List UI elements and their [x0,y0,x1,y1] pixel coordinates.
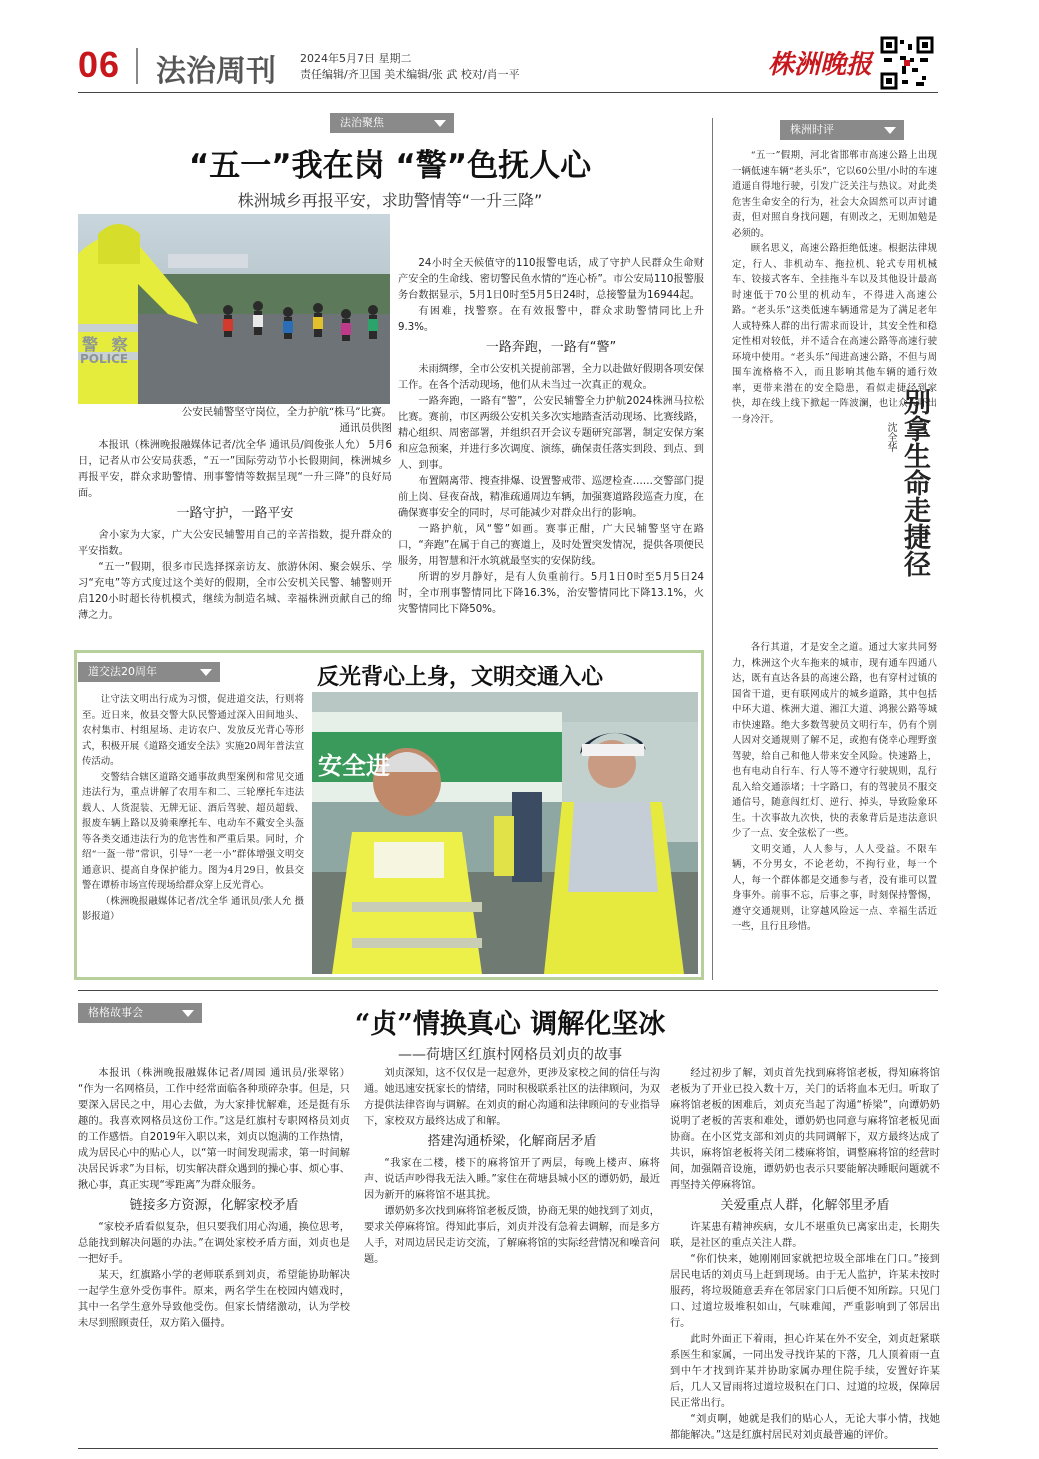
marathon-photo [78,214,390,404]
paragraph: “家校矛盾看似复杂，但只要我们用心沟通，换位思考，总能找到解决问题的办法。”在调处家校矛盾方面，刘贞也是一把好手。 [78,1222,350,1265]
section-rule [78,990,938,991]
paragraph: 布置隔离带、搜查排爆、设置警戒带、巡逻检查……交警部门提前上岗、昼夜奋战，精准疏通周边车辆，加强赛道路段巡查力度，在确保赛事安全的同时，尽可能减少对群众出行的影响。 [398,476,704,519]
commentary-body-lower [732,640,937,935]
chevron-down-icon [434,120,446,127]
paragraph: （株洲晚报融媒体记者/沈全华 通讯员/张人允 摄影报道） [82,895,304,922]
article1-col1 [78,438,392,624]
subheadline: 株洲城乡再报平安，求助警情等“一升三降” [237,191,543,210]
paragraph: 本报讯（株洲晚报融媒体记者/周园 通讯员/张翠铭） “作为一名网格员，工作中经常面临各种琐碎杂事。但是，只要深入居民之中，用心去做，为大家排忧解难，还是挺有乐趣的。我喜欢网格员这份工作。”这是红旗村专职网格员刘贞的工作感悟。自2019年入职以来，刘贞以饱满的工作热情，成为居民心中的贴心人，以“第一时间发现需求，第一时间解决居民诉求”为目标，切实解决群众遇到的操心事、烦心事、揪心事，真正实现“零距离”为群众服务。 [78,1068,350,1191]
paragraph: 一路护航，风“警”如画。赛事正酣，广大民辅警坚守在路口，“奔跑”在属于自己的赛道上，及时处置突发情况，提供各项便民服务，用智慧和汗水筑就最坚实的安保防线。 [398,524,704,567]
subheading: 链接多方资源，化解家校矛盾 [129,1198,299,1213]
qr-code-icon [880,36,934,90]
paragraph: 让守法文明出行成为习惯，促进道交法，行则将至。近日来，攸县交警大队民警通过深入田间地头、农村集市、村组屋场、走访农户、发放反光背心等形式，积极开展《道路交通安全法》实施20周年普法宣传活动。 [82,694,304,767]
article2-body [82,692,304,925]
editors-line: 责任编辑/齐卫国 美术编辑/张 武 校对/肖一平 [300,68,520,81]
subheading: 一路奔跑，一路有“警” [485,340,617,355]
paragraph: 一路奔跑，一路有“警”，公安民辅警全力护航2024株洲马拉松比赛。赛前，市区两级公安机关多次实地踏查活动现场、比赛线路，精心组织、周密部署，并组织召开会议专题研究部署，制定安保方案和应急预案，并进行多次调度、演练，确保责任落实到段、到点、到人、到事。 [398,396,704,471]
article3-col2 [364,1066,660,1268]
chevron-down-icon [884,127,896,134]
subheading: 一路守护，一路平安 [176,506,294,521]
section-title: 法治周刊 [156,54,276,89]
paragraph: “我家在二楼，楼下的麻将馆开了两层，每晚上楼声、麻将声、说话声吵得我无法入睡。”家住在荷塘县城小区的谭奶奶，最近因为新开的麻将馆不堪其扰。 [364,1158,660,1201]
commentary-title: 别拿生命走捷径 [899,388,930,577]
headline: “五一”我在岗 “警”色抚人心 [188,148,592,184]
paragraph: 24小时全天候值守的110报警电话，成了守护人民群众生命财产安全的生命线、密切警民鱼水情的“连心桥”。市公安局110报警服务台数据显示，5月1日0时至5月5日24时，总接警量为16944起。 [398,258,704,301]
article2-headline: 反光背心上身，文明交通入心 [316,664,603,690]
paragraph: 各行其道，才是安全之道。通过大家共同努力，株洲这个火车拖来的城市，现有通车四通八达，既有直达各县的高速公路，也有穿村过镇的国省干道，更有联网成片的城乡道路，其中包括中环大道、株洲大道、湘江大道、鸿猴公路等城市快速路。绝大多数驾驶员文明行车，仍有个别人因对交通规则了解不足，或抱有侥幸心理野蛮驾驶，给自己和他人带来安全风险。快速路上，也有电动自行车、行人等不遵守行驶规则，乱行乱入给交通添堵；十字路口，有的驾驶员不服交通信号，随意闯红灯、逆行、掉头，导致险象环生。十次事故九次快，快的表象背后是违法意识少了一点、安全弦松了一些。 [732,642,937,839]
vest-label-en: POLICE [80,352,129,366]
paragraph: 某天，红旗路小学的老师联系到刘贞，希望能协助解决一起学生意外受伤事件。原来，两名学生在校园内嬉戏时，其中一名学生意外导致他受伤。但家长情绪激动，认为学校未尽到照顾责任，双方陷入僵持。 [78,1270,350,1329]
banner-text: 安全进 [318,752,390,780]
tag-label: 法治聚焦 [340,116,384,129]
article3-col3 [670,1066,940,1444]
section-tag [780,120,904,140]
issue-date: 2024年5月7日 星期二 [300,52,412,65]
footer-rule [78,1448,938,1449]
paragraph: 交警结合辖区道路交通事故典型案例和常见交通违法行为，重点讲解了农用车和二、三轮摩托车违法载人、人货混装、无牌无证、酒后驾驶、超员超载、报废车辆上路以及骑乘摩托车、电动车不戴安全头盔等各类交通违法行为的危害性和严重后果。同时，介绍“一盔一带”常识，引导“一老一小”群体增强文明交通意识、提高自身保护能力。图为4月29日，攸县交警在谭桥市场宣传现场给群众穿上反光背心。 [82,771,304,891]
article1-col2 [398,256,704,618]
paragraph: 本报讯（株洲晚报融媒体记者/沈全华 通讯员/阎俊张人允） 5月6日，记者从市公安局获悉，“五一”国际劳动节小长假期间，株洲城乡再报平安，群众求助警情、刑事警情等数据呈现“一升三降”的良好局面。 [78,440,392,499]
paragraph: “五一”假期，很多市民选择探亲访友、旅游休闲、聚会娱乐、学习“充电”等方式度过这个美好的假期，全市公安机关民警、辅警则开启120小时超长待机模式，继续为制造名城、幸福株洲贡献自己的绵薄之力。 [78,562,392,621]
paragraph: “刘贞啊，她就是我们的贴心人，无论大事小情，找她都能解决。”这是红旗村居民对刘贞最普遍的评价。 [670,1414,940,1441]
photo-caption: 公安民辅警坚守岗位，全力护航“株马”比赛。 [181,406,392,418]
article3-col1 [78,1066,350,1332]
newspaper-logo: 株洲晚报 [768,50,873,80]
tag-label: 株洲时评 [790,123,834,136]
commentary-body [732,148,937,427]
paragraph: 经过初步了解，刘贞首先找到麻将馆老板，得知麻将馆老板为了开业已投入数十万，关门的话将血本无归。听取了麻将馆老板的困难后，刘贞充当起了沟通“桥梁”，向谭奶奶说明了老板的苦衷和难处，谭奶奶也同意与麻将馆老板见面协商。在小区党支部和刘贞的共同调解下，双方最终达成了共识，麻将馆老板将关闭二楼麻将馆，调整麻将馆的经营时间，加强隔音设施，谭奶奶也表示只要能解决睡眠问题就不再坚持关停麻将馆。 [670,1068,940,1191]
photo-credit: 通讯员供图 [339,422,392,434]
paragraph: 舍小家为大家，广大公安民辅警用自己的辛苦指数，提升群众的平安指数。 [78,530,392,557]
paragraph: 许某患有精神疾病，女儿不堪重负已离家出走，长期失联，是社区的重点关注人群。 [670,1222,940,1249]
column-divider [712,118,713,980]
paragraph: 此时外面正下着雨，担心许某在外不安全，刘贞赶紧联系医生和家属，一同出发寻找许某的下落，几人顶着雨一直到中午才找到许某并协助家属办理住院手续，安置好许某后，几人又冒雨将过道垃圾积在门口、过道的垃圾，保障居民正常出行。 [670,1334,940,1409]
chevron-down-icon [182,1010,194,1017]
section-tag [330,113,454,133]
subheading: 搭建沟通桥梁，化解商居矛盾 [427,1134,597,1149]
section-tag [78,1003,202,1023]
tag-label: 格格故事会 [88,1006,143,1019]
paragraph: 谭奶奶多次找到麻将馆老板反馈，协商无果的她找到了刘贞，要求关停麻将馆。得知此事后，刘贞并没有急着去调解，而是多方人手，对周边居民走访交流，了解麻将馆的实际经营情况和噪音问题。 [364,1206,660,1265]
paragraph: 所谓的岁月静好，是有人负重前行。5月1日0时至5月5日24时，全市刑事警情同比下降16.3%，治安警情同比下降13.1%，火灾警情同比下降50%。 [398,572,704,615]
chevron-down-icon [200,669,212,676]
commentary-author: 沈全华 [885,422,896,452]
section-tag [78,662,220,682]
subheading: 关爱重点人群，化解邻里矛盾 [720,1198,890,1213]
header-divider [136,48,138,84]
paragraph: 未雨绸缪，全市公安机关提前部署，全力以赴做好假期各项安保工作。在各个活动现场，他们从未当过一次真正的观众。 [398,364,704,391]
page-number: 06 [78,44,121,85]
vest-event-photo [312,692,698,974]
article3-headline: “贞”情换真心 调解化坚冰 [354,1009,666,1040]
paragraph: “五一”假期，河北省邯郸市高速公路上出现一辆低速车辆“老头乐”，它以60公里/小时的车速逍遥自得地行驶，引发广泛关注与热议。对此类危害生命安全的行为，社会大众固然可以声讨谴责，但对照自身找问题，有则改之，无则加勉是必须的。 [732,150,937,239]
paragraph: 文明交通，人人参与，人人受益。不限车辆，不分男女，不论老幼，不拘行业，每一个人，每一个群体都是交通参与者，没有谁可以置身事外。前事不忘，后事之事，时刻保持警惕，遵守交通规则，让穿越风险远一点、幸福生活近一些，且行且珍惜。 [732,843,937,932]
tag-label: 道交法20周年 [88,665,157,678]
article3-subheadline: ——荷塘区红旗村网格员刘贞的故事 [398,1047,622,1063]
paragraph: 刘贞深知，这不仅仅是一起意外，更涉及家校之间的信任与沟通。她迅速安抚家长的情绪，同时积极联系社区的法律顾问，为双方提供法律咨询与调解。在刘贞的耐心沟通和法律顾问的专业指导下，家校双方最终达成了和解。 [364,1068,660,1127]
paragraph: “你们快来，她刚刚回家就把垃圾全部堆在门口。”接到居民电话的刘贞马上赶到现场。由于无人监护，许某未按时服药，将垃圾随意丢弃在邻居家门口后便不知所踪。只见门口、过道垃圾堆积如山，气味难闻，严重影响到了邻居出行。 [670,1254,940,1329]
vest-label: 警 察 [82,335,132,354]
paragraph: 有困难，找警察。在有效报警中，群众求助警情同比上升9.3%。 [398,306,704,333]
header-rule [78,92,938,93]
paragraph: 顾名思义，高速公路拒绝低速。根据法律规定，行人、非机动车、拖拉机、轮式专用机械车、铰接式客车、全挂拖斗车以及其他设计最高时速低于70公里的机动车，不得进入高速公路。“老头乐”这类低速车辆通常是为了满足老年人或特殊人群的出行需求而设计，其安全性和稳定性相对较低，并不适合在高速公路等高速行驶环境中使用。“老头乐”闯进高速公路，不但与周围车流格格不入，而且影响其他车辆的通行效率，更带来潜在的安全隐患，看似走捷径到家快，却在线上线下掀起一阵波澜，也让众人吓出一身冷汗。 [732,243,937,425]
